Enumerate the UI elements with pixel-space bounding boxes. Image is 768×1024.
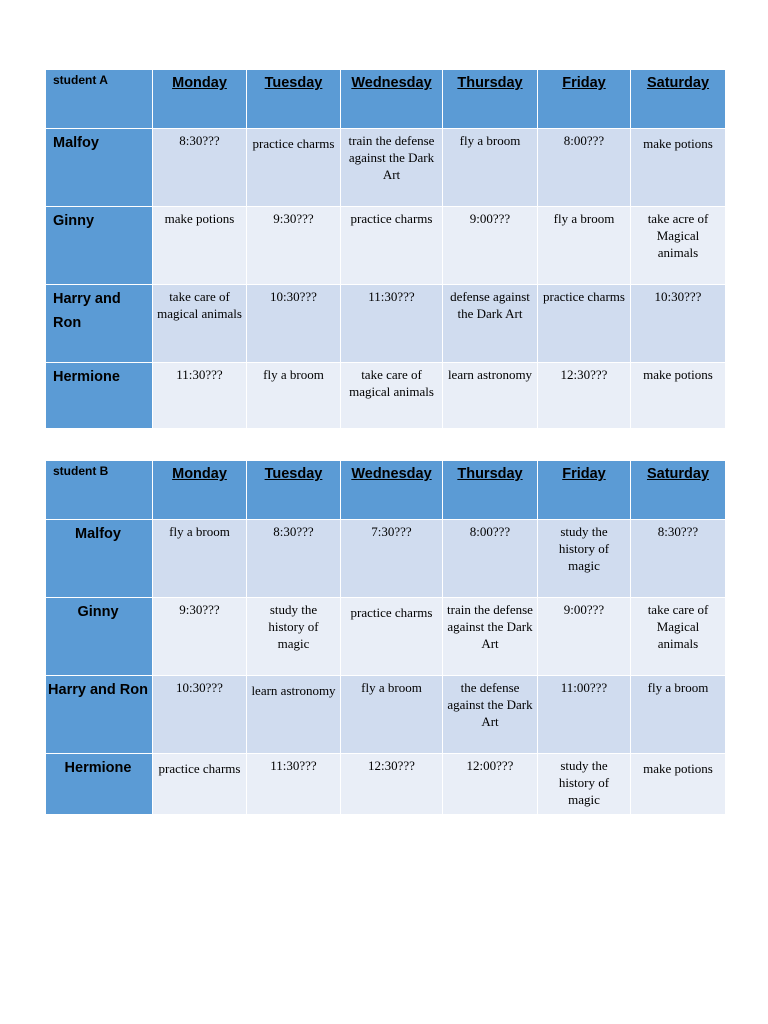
schedule-cell: take acre of Magical animals	[631, 207, 726, 285]
schedule-cell: practice charms	[247, 129, 341, 207]
schedule-cell: 11:30???	[247, 754, 341, 815]
header-row	[46, 70, 726, 129]
schedule-cell: 8:30???	[153, 129, 247, 207]
schedule-cell: defense against the Dark Art	[443, 285, 538, 363]
schedule-cell: 11:30???	[153, 363, 247, 429]
schedule-cell: 7:30???	[341, 520, 443, 598]
header-row	[46, 461, 726, 520]
schedule-cell: 12:30???	[538, 363, 631, 429]
day-header-friday: Friday	[538, 461, 631, 520]
table-row	[46, 676, 726, 754]
student-name: Malfoy	[46, 129, 153, 207]
table-row	[46, 285, 726, 363]
day-header-saturday: Saturday	[631, 461, 726, 520]
schedule-cell: train the defense against the Dark Art	[341, 129, 443, 207]
schedule-cell: 10:30???	[631, 285, 726, 363]
schedule-cell: fly a broom	[443, 129, 538, 207]
table-row	[46, 363, 726, 429]
table-row	[46, 207, 726, 285]
schedule-cell: make potions	[153, 207, 247, 285]
schedule-cell: 10:30???	[153, 676, 247, 754]
schedule-table-student-b	[45, 460, 726, 815]
table-row	[46, 520, 726, 598]
schedule-cell: 8:30???	[631, 520, 726, 598]
schedule-table-student-a	[45, 69, 726, 429]
schedule-cell: 8:30???	[247, 520, 341, 598]
table-row	[46, 129, 726, 207]
schedule-cell: practice charms	[341, 207, 443, 285]
schedule-cell: make potions	[631, 129, 726, 207]
schedule-cell: fly a broom	[247, 363, 341, 429]
schedule-cell: take care of magical animals	[153, 285, 247, 363]
day-header-wednesday: Wednesday	[341, 70, 443, 129]
schedule-cell: learn astronomy	[443, 363, 538, 429]
schedule-cell: 12:00???	[443, 754, 538, 815]
schedule-cell: 9:30???	[247, 207, 341, 285]
day-header-monday: Monday	[153, 461, 247, 520]
schedule-cell: study the history of magic	[247, 598, 341, 676]
schedule-cell: fly a broom	[631, 676, 726, 754]
table-label: student B	[46, 461, 153, 520]
day-header-thursday: Thursday	[443, 461, 538, 520]
schedule-cell: fly a broom	[153, 520, 247, 598]
table-label: student A	[46, 70, 153, 129]
schedule-cell: 8:00???	[538, 129, 631, 207]
schedule-cell: 11:30???	[341, 285, 443, 363]
schedule-cell: study the history of magic	[538, 520, 631, 598]
day-header-thursday: Thursday	[443, 70, 538, 129]
schedule-cell: the defense against the Dark Art	[443, 676, 538, 754]
day-header-monday: Monday	[153, 70, 247, 129]
schedule-cell: practice charms	[153, 754, 247, 815]
day-header-tuesday: Tuesday	[247, 461, 341, 520]
student-name: Ginny	[46, 598, 153, 676]
schedule-cell: train the defense against the Dark Art	[443, 598, 538, 676]
schedule-cell: take care of magical animals	[341, 363, 443, 429]
schedule-cell: 8:00???	[443, 520, 538, 598]
schedule-cell: fly a broom	[341, 676, 443, 754]
student-name: Ginny	[46, 207, 153, 285]
student-name: Hermione	[46, 754, 153, 815]
schedule-cell: make potions	[631, 363, 726, 429]
student-name: Harry and Ron	[46, 285, 153, 363]
schedule-cell: 10:30???	[247, 285, 341, 363]
day-header-saturday: Saturday	[631, 70, 726, 129]
day-header-friday: Friday	[538, 70, 631, 129]
schedule-cell: 12:30???	[341, 754, 443, 815]
table-row	[46, 598, 726, 676]
schedule-cell: take care of Magical animals	[631, 598, 726, 676]
student-name: Hermione	[46, 363, 153, 429]
day-header-wednesday: Wednesday	[341, 461, 443, 520]
schedule-cell: practice charms	[341, 598, 443, 676]
schedule-cell: learn astronomy	[247, 676, 341, 754]
day-header-tuesday: Tuesday	[247, 70, 341, 129]
schedule-cell: 9:00???	[443, 207, 538, 285]
student-name: Harry and Ron	[46, 676, 153, 754]
schedule-cell: 9:30???	[153, 598, 247, 676]
schedule-cell: 11:00???	[538, 676, 631, 754]
schedule-cell: study the history of magic	[538, 754, 631, 815]
table-row	[46, 754, 726, 815]
schedule-cell: practice charms	[538, 285, 631, 363]
schedule-cell: make potions	[631, 754, 726, 815]
student-name: Malfoy	[46, 520, 153, 598]
schedule-cell: fly a broom	[538, 207, 631, 285]
schedule-cell: 9:00???	[538, 598, 631, 676]
